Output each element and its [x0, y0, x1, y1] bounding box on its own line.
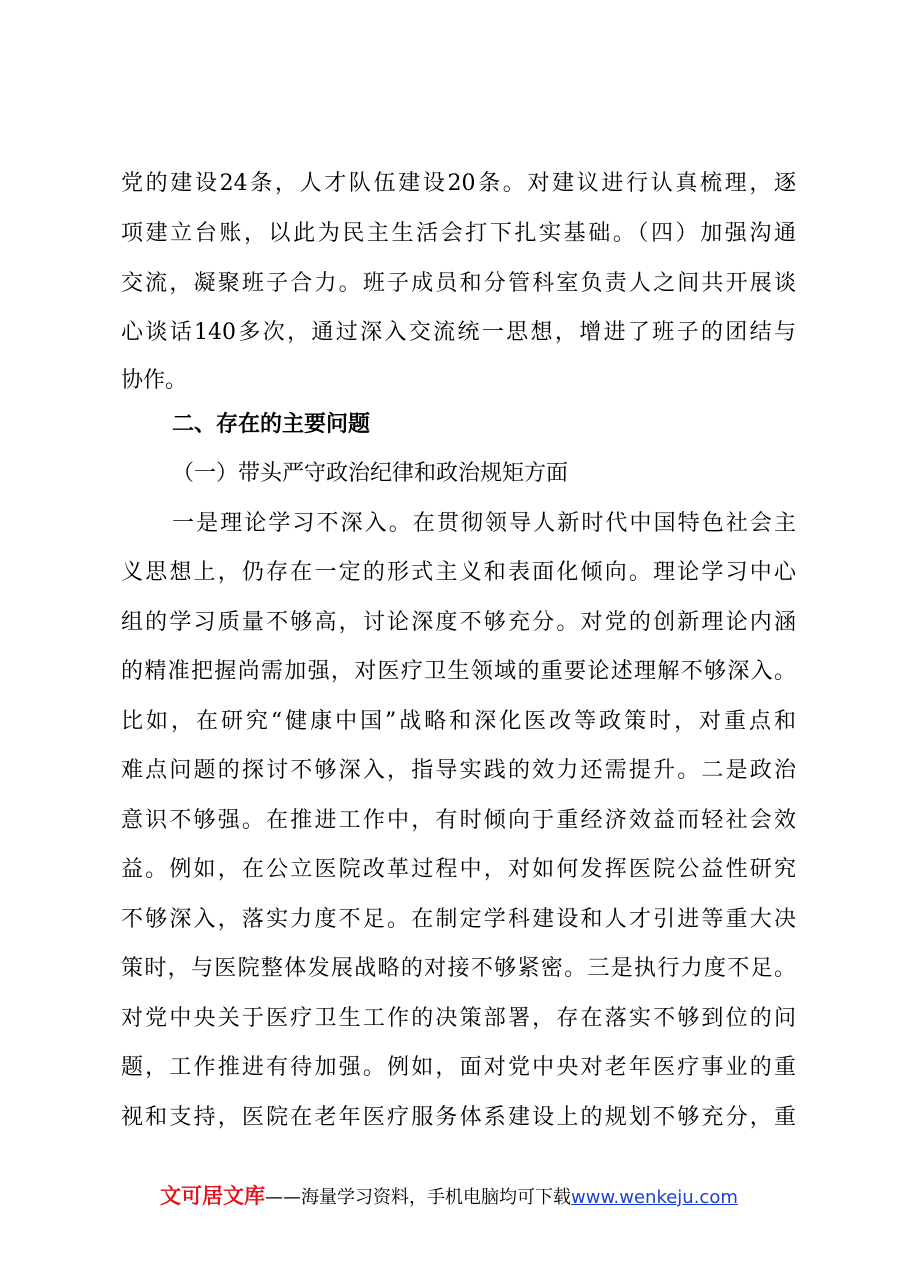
paragraph-line: 组的学习质量不够高，讨论深度不够充分。对党的创新理论内涵	[121, 610, 796, 635]
paragraph-line: 交流，凝聚班子合力。班子成员和分管科室负责人之间共开展谈	[121, 271, 796, 296]
paragraph-line: 义思想上，仍存在一定的形式主义和表面化倾向。理论学习中心	[121, 560, 796, 585]
paragraph-line: 项建立台账，以此为民主生活会打下扎实基础。（四）加强沟通	[121, 221, 796, 246]
paragraph-line: 意识不够强。在推进工作中，有时倾向于重经济效益而轻社会效	[121, 808, 796, 833]
footer-tagline: ——海量学习资料，手机电脑均可下载	[265, 1187, 571, 1208]
subsection-heading: （一）带头严守政治纪律和政治规矩方面	[172, 461, 569, 486]
paragraph-line: 的精准把握尚需加强，对医疗卫生领域的重要论述理解不够深入。	[121, 659, 796, 684]
paragraph-line: 不够深入，落实力度不足。在制定学科建设和人才引进等重大决	[121, 907, 796, 932]
paragraph-line: 视和支持，医院在老年医疗服务体系建设上的规划不够充分，重	[121, 1105, 796, 1130]
paragraph-line: 益。例如，在公立医院改革过程中，对如何发挥医院公益性研究	[121, 857, 796, 882]
paragraph-line: 策时，与医院整体发展战略的对接不够紧密。三是执行力度不足。	[121, 956, 796, 981]
footer-banner	[160, 1180, 738, 1212]
paragraph-line: 党的建设24条，人才队伍建设20条。对建议进行认真梳理，逐	[121, 171, 796, 196]
paragraph-line: 心谈话140多次，通过深入交流统一思想，增进了班子的团结与	[121, 320, 796, 345]
paragraph-line: 一是理论学习不深入。在贯彻领导人新时代中国特色社会主	[172, 511, 796, 536]
paragraph-line: 题，工作推进有待加强。例如，面对党中央对老年医疗事业的重	[121, 1055, 796, 1080]
footer-brand: 文可居文库	[160, 1184, 265, 1208]
paragraph-line: 难点问题的探讨不够深入，指导实践的效力还需提升。二是政治	[121, 758, 796, 783]
paragraph-line: 协作。	[121, 368, 188, 393]
paragraph-line: 比如，在研究“健康中国”战略和深化医改等政策时，对重点和	[121, 709, 796, 734]
paragraph-line: 对党中央关于医疗卫生工作的决策部署，存在落实不够到位的问	[121, 1006, 796, 1031]
section-heading: 二、存在的主要问题	[172, 412, 371, 437]
footer-url-link[interactable]: www.wenkeju.com	[571, 1187, 738, 1208]
